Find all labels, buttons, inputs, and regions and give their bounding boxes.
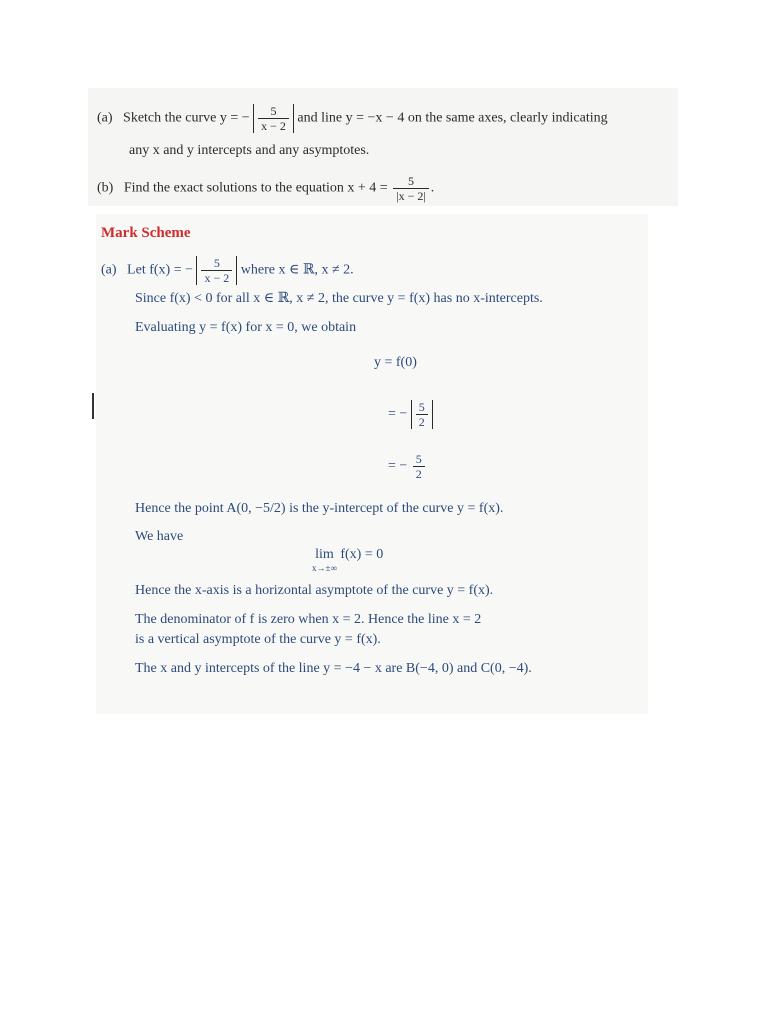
scheme-let-line: (a) Let f(x) = − $\frac{5}{x - 2}$ where x ∈ ℝ, x ≠ 2.	[101, 256, 354, 285]
question-a-label: (a)	[97, 110, 113, 126]
fraction: $\frac{5}{2}$	[416, 400, 428, 429]
scheme-we-have-line: We have	[135, 529, 184, 544]
scheme-since-line: Since f(x) < 0 for all x ∈ ℝ, x ≠ 2, the curve y = f(x) has no x-intercepts.	[135, 291, 543, 306]
scheme-intercepts-line: The x and y intercepts of the line y = −4 − x are B(−4, 0) and C(0, −4).	[135, 661, 532, 676]
question-b-label: (b)	[97, 180, 114, 196]
question-b-line: (b) Find the exact solutions to the equation x + 4 = $\frac{5}{|x - 2|}$ .	[97, 174, 435, 203]
question-a-line-2: any x and y intercepts and any asymptotes.	[129, 143, 370, 158]
scheme-a-label: (a)	[101, 262, 117, 278]
equation-abs-5-2: = − $\frac{5}{2}$	[388, 400, 433, 429]
scheme-denominator-line-1: The denominator of f is zero when x = 2. Hence the line x = 2	[135, 612, 482, 627]
abs-value-bars	[253, 104, 294, 133]
scheme-hence-axis-line: Hence the x-axis is a horizontal asymptote of the curve y = f(x).	[135, 583, 494, 598]
scheme-hence-point-line: Hence the point A(0, −5/2) is the y-intercept of the curve y = f(x).	[135, 501, 504, 516]
abs-value-bars	[196, 256, 237, 285]
question-a-line-1	[97, 104, 608, 133]
equation-y-f0: y = f(0)	[374, 355, 417, 370]
mark-scheme-heading: Mark Scheme	[101, 225, 191, 241]
equation-neg-5-2: = − $\frac{5}{2}$	[388, 452, 427, 481]
fraction: $\frac{5}{x - 2}$	[258, 104, 289, 133]
abs-value-bars	[411, 400, 433, 429]
limit-expression: lim x→±∞ f(x) = 0	[312, 547, 384, 573]
question-a-text-1: Sketch the curve y = −	[123, 110, 250, 126]
fraction: $\frac{5}{x - 2}$	[201, 256, 232, 285]
text-cursor	[92, 393, 94, 419]
scheme-denominator-line-2: is a vertical asymptote of the curve y = f(x).	[135, 632, 381, 647]
scheme-evaluating-line: Evaluating y = f(x) for x = 0, we obtain	[135, 320, 357, 335]
question-a-text-2: and line y = −x − 4 on the same axes, clearly indicating	[297, 110, 608, 126]
fraction: $\frac{5}{|x - 2|}$	[393, 174, 429, 203]
fraction: $\frac{5}{2}$	[413, 452, 425, 481]
